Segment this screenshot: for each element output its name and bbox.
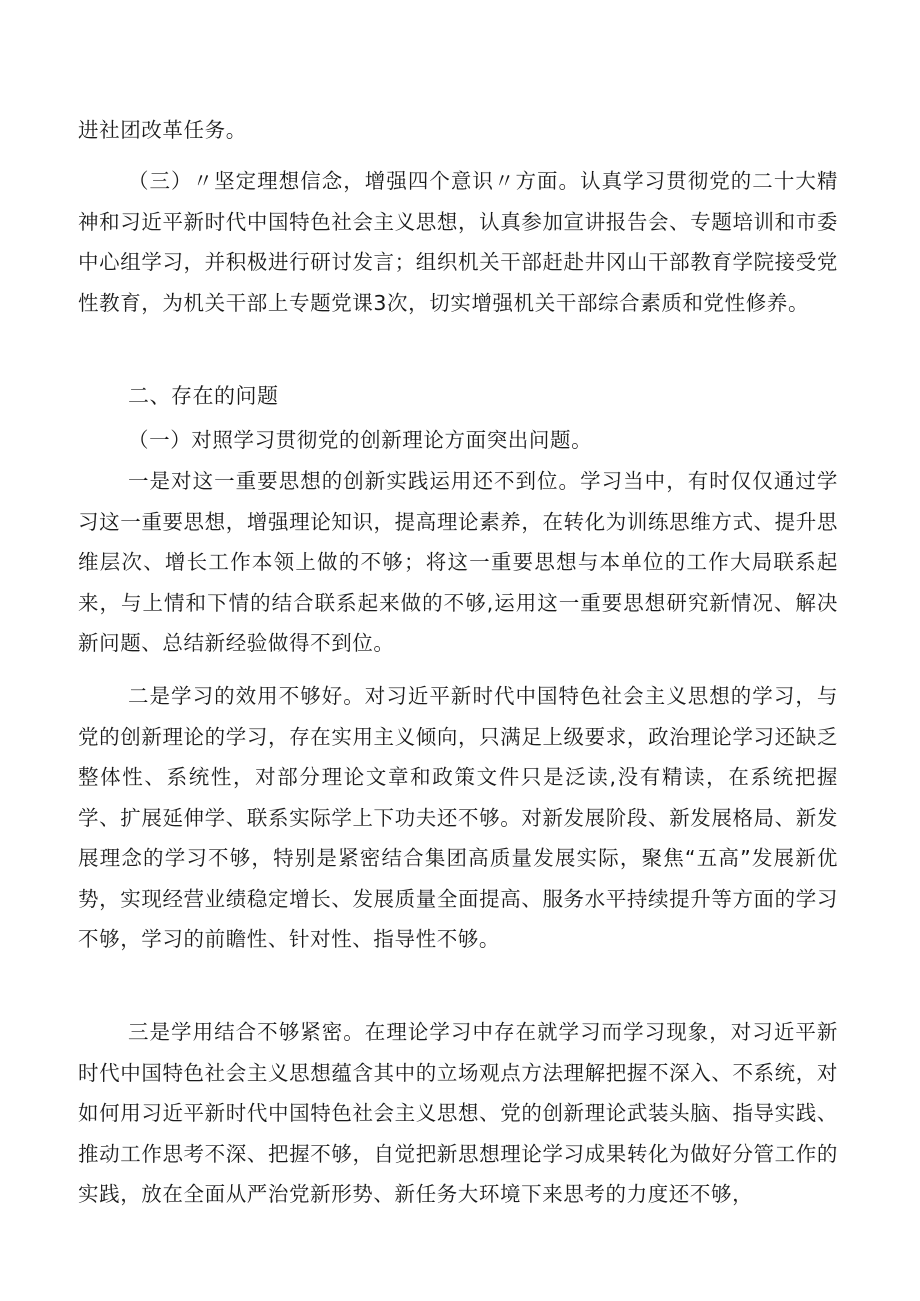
point-3-paragraph: 三是学用结合不够紧密。在理论学习中存在就学习而学习现象，对习近平新时代中国特色社会主义思想蕴含其中的立场观点方法理解把握不深入、不系统，对如何用习近平新时代中国特色社会主义思想、党的创新理论武装头脑、指导实践、推动工作思考不深、把握不够，自觉把新思想理论学习成果转化为做好分管工作的实践，放在全面从严治党新形势、新任务大环境下来思考的力度还不够， bbox=[78, 1020, 838, 1206]
intro-tail-paragraph: 进社团改革任务。 bbox=[78, 118, 247, 142]
sub-heading-1: （一）对照学习贯彻党的创新理论方面突出问题。 bbox=[128, 428, 593, 452]
problems-heading: 二、存在的问题 bbox=[128, 384, 279, 408]
point-2-paragraph: 二是学习的效用不够好。对习近平新时代中国特色社会主义思想的学习，与党的创新理论的学习，存在实用主义倾向，只满足上级要求，政治理论学习还缺乏整体性、系统性，对部分理论文章和政策文件只是泛读,没有精读，在系统把握学、扩展延伸学、联系实际学上下功夫还不够。对新发展阶段、新发展格局、新发展理念的学习不够，特别是紧密结合集团高质量发展实际，聚焦“五高”发展新优势，实现经营业绩稳定增长、发展质量全面提高、服务水平持续提升等方面的学习不够，学习的前瞻性、针对性、指导性不够。 bbox=[78, 684, 838, 951]
section-3-paragraph: （三）〃坚定理想信念，增强四个意识〃方面。认真学习贯彻党的二十大精神和习近平新时代中国特色社会主义思想，认真参加宣讲报告会、专题培训和市委中心组学习，并积极进行研讨发言；组织机关干部赶赴井冈山干部教育学院接受党性教育，为机关干部上专题党课3次，切实增强机关干部综合素质和党性修养。 bbox=[78, 169, 838, 315]
point-1-paragraph: 一是对这一重要思想的创新实践运用还不到位。学习当中，有时仅仅通过学习这一重要思想，增强理论知识，提高理论素养，在转化为训练思维方式、提升思维层次、增长工作本领上做的不够；将这一重要思想与本单位的工作大局联系起来，与上情和下情的结合联系起来做的不够,运用这一重要思想研究新情况、解决新问题、总结新经验做得不到位。 bbox=[78, 469, 838, 655]
